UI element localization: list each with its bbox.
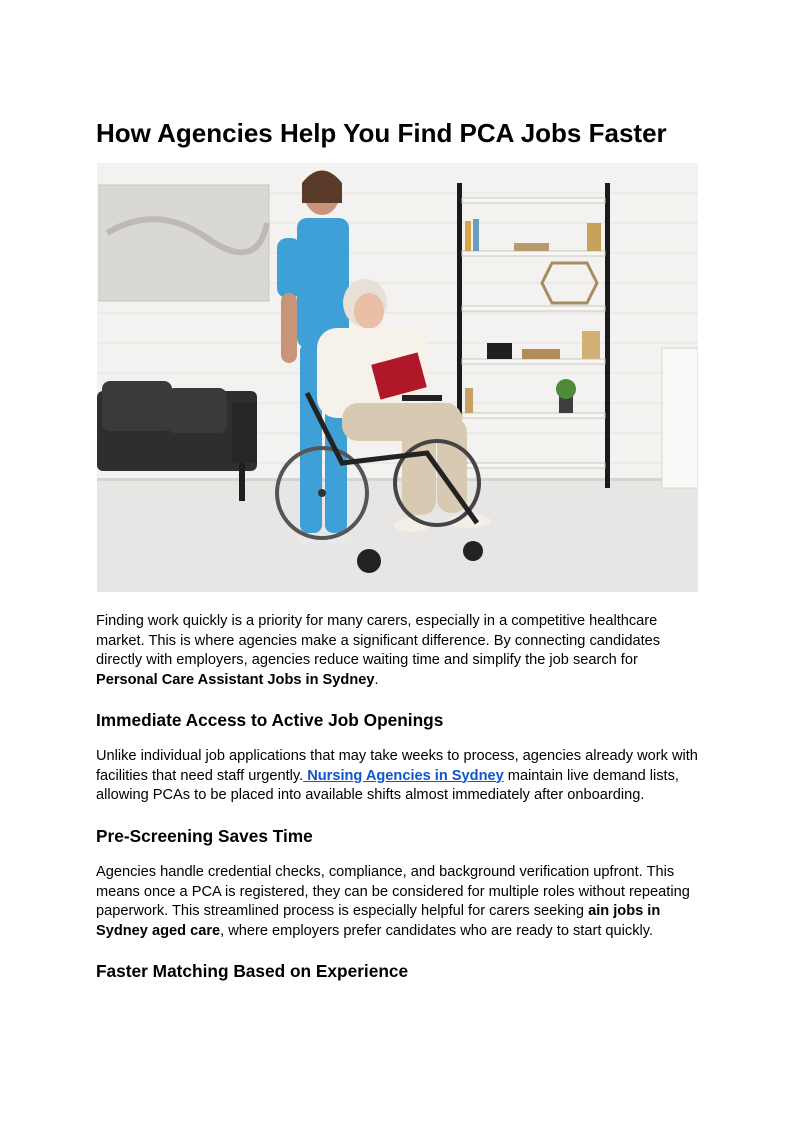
section1-paragraph bbox=[96, 747, 700, 806]
section2-text-before: Agencies handle credential checks, compliance, and background verification upfront. This means once a PCA is registered, they can be considered for multiple roles without repeating paperwork. This streamlined process is especially helpful for carers seeking bbox=[96, 864, 690, 919]
intro-bold-text: Personal Care Assistant Jobs in Sydney bbox=[96, 671, 375, 688]
hero-image bbox=[97, 163, 698, 592]
section1-text-after: maintain live demand lists, allowing PCAs to be placed into available shifts almost immediately after onboarding. bbox=[96, 767, 679, 803]
section2-heading: Pre-Screening Saves Time bbox=[96, 826, 313, 846]
section1-text-before: Unlike individual job applications that may take weeks to process, agencies already work with facilities that need staff urgently. bbox=[96, 748, 698, 784]
section3-heading: Faster Matching Based on Experience bbox=[96, 961, 409, 981]
page-title: How Agencies Help You Find PCA Jobs Faster bbox=[96, 118, 667, 148]
intro-text: Finding work quickly is a priority for many carers, especially in a competitive healthcare market. This is where agencies make a significant difference. By connecting candidates directly with employers, agencies reduce waiting time and simplify the job search for bbox=[96, 613, 661, 668]
intro-end: . bbox=[374, 671, 379, 688]
nurse-with-wheelchair-patient-illustration bbox=[97, 163, 698, 592]
section2-text-after: , where employers prefer candidates who are ready to start quickly. bbox=[220, 922, 654, 939]
section1-heading: Immediate Access to Active Job Openings bbox=[96, 710, 444, 730]
intro-paragraph bbox=[96, 612, 700, 690]
nursing-agencies-link[interactable]: Nursing Agencies in Sydney bbox=[303, 767, 504, 784]
section2-bold-text: ain jobs in Sydney aged care bbox=[96, 903, 661, 939]
section2-paragraph bbox=[96, 863, 700, 941]
